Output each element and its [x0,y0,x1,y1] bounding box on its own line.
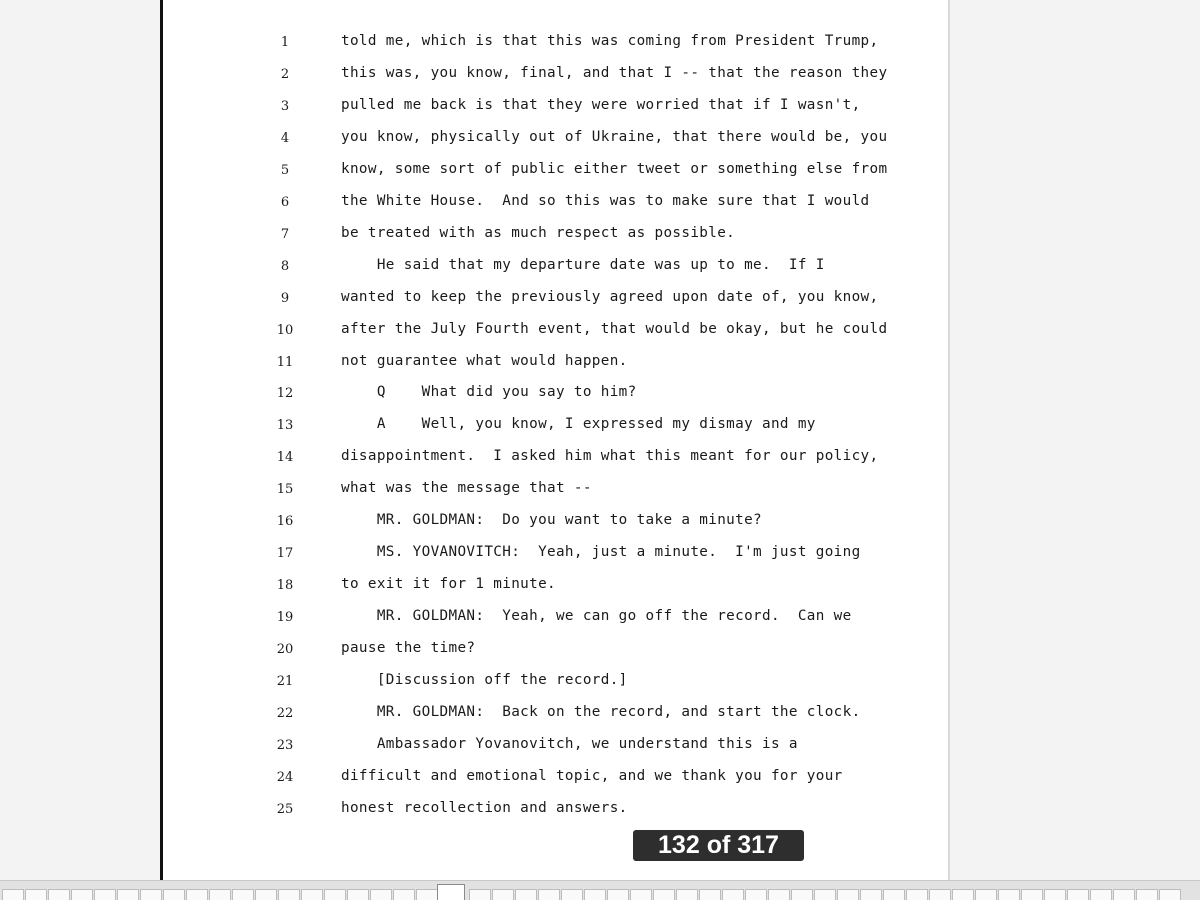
transcript-line [163,602,948,634]
page-counter-badge: 132 of 317 [633,830,804,861]
page-thumbnail[interactable] [48,889,70,900]
transcript-page[interactable] [163,0,948,880]
viewer-right-margin [950,0,1200,880]
line-number: 9 [280,290,290,306]
transcript-line [163,219,948,251]
line-text: wanted to keep the previously agreed upon date of, you know, [341,288,879,305]
page-thumbnail[interactable] [71,889,93,900]
transcript-line [163,570,948,602]
line-text: MR. GOLDMAN: Yeah, we can go off the record. Can we [341,608,852,625]
transcript-line [163,410,948,442]
page-thumbnail[interactable] [1090,889,1112,900]
transcript-line [163,730,948,762]
page-thumbnail[interactable] [883,889,905,900]
transcript-line [163,506,948,538]
page-thumbnail[interactable] [998,889,1020,900]
page-thumbnail[interactable] [393,889,415,900]
line-number: 11 [276,354,294,370]
line-text: difficult and emotional topic, and we thank you for your [341,767,843,784]
line-text: pulled me back is that they were worried that if I wasn't, [341,96,861,113]
transcript-line [163,762,948,794]
line-text: after the July Fourth event, that would be okay, but he could [341,320,888,337]
page-thumbnail[interactable] [1067,889,1089,900]
line-number: 12 [276,386,294,402]
line-text: what was the message that -- [341,480,592,497]
line-text: not guarantee what would happen. [341,352,628,369]
line-text: the White House. And so this was to make sure that I would [341,192,870,209]
page-thumbnail[interactable] [232,889,254,900]
transcript-line [163,378,948,410]
transcript-line [163,59,948,91]
line-number: 18 [276,578,294,594]
line-text: to exit it for 1 minute. [341,576,556,593]
line-text: pause the time? [341,640,476,657]
transcript-line [163,315,948,347]
page-thumbnail[interactable] [676,889,698,900]
page-thumbnail[interactable] [2,889,24,900]
transcript-line [163,442,948,474]
transcript-line [163,634,948,666]
page-thumbnail[interactable] [653,889,675,900]
line-number: 16 [276,514,294,530]
line-text: MR. GOLDMAN: Back on the record, and start the clock. [341,703,861,720]
line-number: 21 [276,674,294,689]
transcript-line [163,155,948,187]
line-text: this was, you know, final, and that I -- that the reason they [341,64,888,81]
line-number: 23 [276,737,294,753]
page-thumbnail[interactable] [814,889,836,900]
page-thumbnail-current[interactable] [437,884,465,900]
transcript-line [163,666,948,698]
line-number: 25 [276,801,294,817]
page-thumbnail[interactable] [952,889,974,900]
page-thumbnail[interactable] [278,889,300,900]
page-thumbnail[interactable] [561,889,583,900]
page-thumbnail[interactable] [301,889,323,900]
page-thumbnail[interactable] [722,889,744,900]
page-thumbnail[interactable] [584,889,606,900]
line-text: know, some sort of public either tweet or something else from [341,160,888,177]
line-number: 4 [280,130,290,146]
transcript-line [163,474,948,506]
line-text: told me, which is that this was coming from President Trump, [341,33,879,49]
line-number: 17 [276,546,294,562]
page-thumbnail[interactable] [186,889,208,900]
page-thumbnail[interactable] [1021,889,1043,900]
line-number: 7 [280,226,290,242]
page-thumbnail[interactable] [515,889,537,900]
line-number: 19 [276,610,294,626]
line-text: A Well, you know, I expressed my dismay and my [341,416,816,433]
transcript-line [163,698,948,730]
page-thumbnail[interactable] [630,889,652,900]
line-number: 20 [276,642,294,658]
transcript-line [163,794,948,826]
page-thumbnail[interactable] [416,889,438,900]
line-text: disappointment. I asked him what this meant for our policy, [341,448,879,465]
page-thumbnail[interactable] [347,889,369,900]
page-thumbnail[interactable] [975,889,997,900]
line-text: honest recollection and answers. [341,799,628,816]
page-thumbnail[interactable] [492,889,514,900]
page-thumbnail[interactable] [469,889,491,900]
page-thumbnail[interactable] [929,889,951,900]
line-text: be treated with as much respect as possible. [341,224,736,241]
line-number: 2 [280,66,290,82]
page-thumbnail[interactable] [906,889,928,900]
page-thumbnail[interactable] [163,889,185,900]
line-number: 22 [276,705,294,721]
line-text: you know, physically out of Ukraine, that there would be, you [341,128,888,145]
page-thumbnail[interactable] [607,889,629,900]
line-number: 15 [276,482,294,498]
page-thumbnail[interactable] [837,889,859,900]
page-thumbnail[interactable] [209,889,231,900]
transcript-line [163,91,948,123]
page-thumbnail[interactable] [745,889,767,900]
page-thumbnail[interactable] [140,889,162,900]
page-thumbnail[interactable] [1159,889,1181,900]
page-thumbnail[interactable] [860,889,882,900]
transcript-line [163,187,948,219]
line-number: 1 [280,35,290,50]
transcript-line [163,538,948,570]
page-right-border [948,0,950,880]
line-text: MS. YOVANOVITCH: Yeah, just a minute. I'm just going [341,544,861,561]
page-thumbnail[interactable] [699,889,721,900]
page-thumbnail[interactable] [538,889,560,900]
transcript-line [163,27,948,59]
line-text: Ambassador Yovanovitch, we understand this is a [341,735,798,752]
line-number: 8 [280,258,290,274]
transcript-line [163,283,948,315]
transcript-line [163,123,948,155]
line-text: Q What did you say to him? [341,384,637,401]
page-thumbnail[interactable] [370,889,392,900]
page-thumbnail-strip[interactable] [0,880,1200,900]
line-number: 13 [276,418,294,434]
page-thumbnail[interactable] [1113,889,1135,900]
page-thumbnail[interactable] [324,889,346,900]
page-thumbnail[interactable] [255,889,277,900]
page-thumbnail[interactable] [94,889,116,900]
page-thumbnail[interactable] [117,889,139,900]
page-thumbnail[interactable] [791,889,813,900]
page-thumbnail[interactable] [1136,889,1158,900]
transcript-line [163,347,948,379]
viewer-left-margin [0,0,162,880]
line-text: [Discussion off the record.] [341,672,628,688]
line-text: MR. GOLDMAN: Do you want to take a minute? [341,512,762,529]
line-number: 6 [280,194,290,210]
page-thumbnail[interactable] [1044,889,1066,900]
line-number: 24 [276,769,294,785]
line-number: 14 [276,450,294,466]
line-number: 5 [280,162,290,178]
line-number: 3 [280,98,290,114]
line-number: 10 [276,322,294,338]
transcript-line [163,251,948,283]
page-thumbnail[interactable] [25,889,47,900]
line-text: He said that my departure date was up to me. If I [341,256,825,273]
page-thumbnail[interactable] [768,889,790,900]
